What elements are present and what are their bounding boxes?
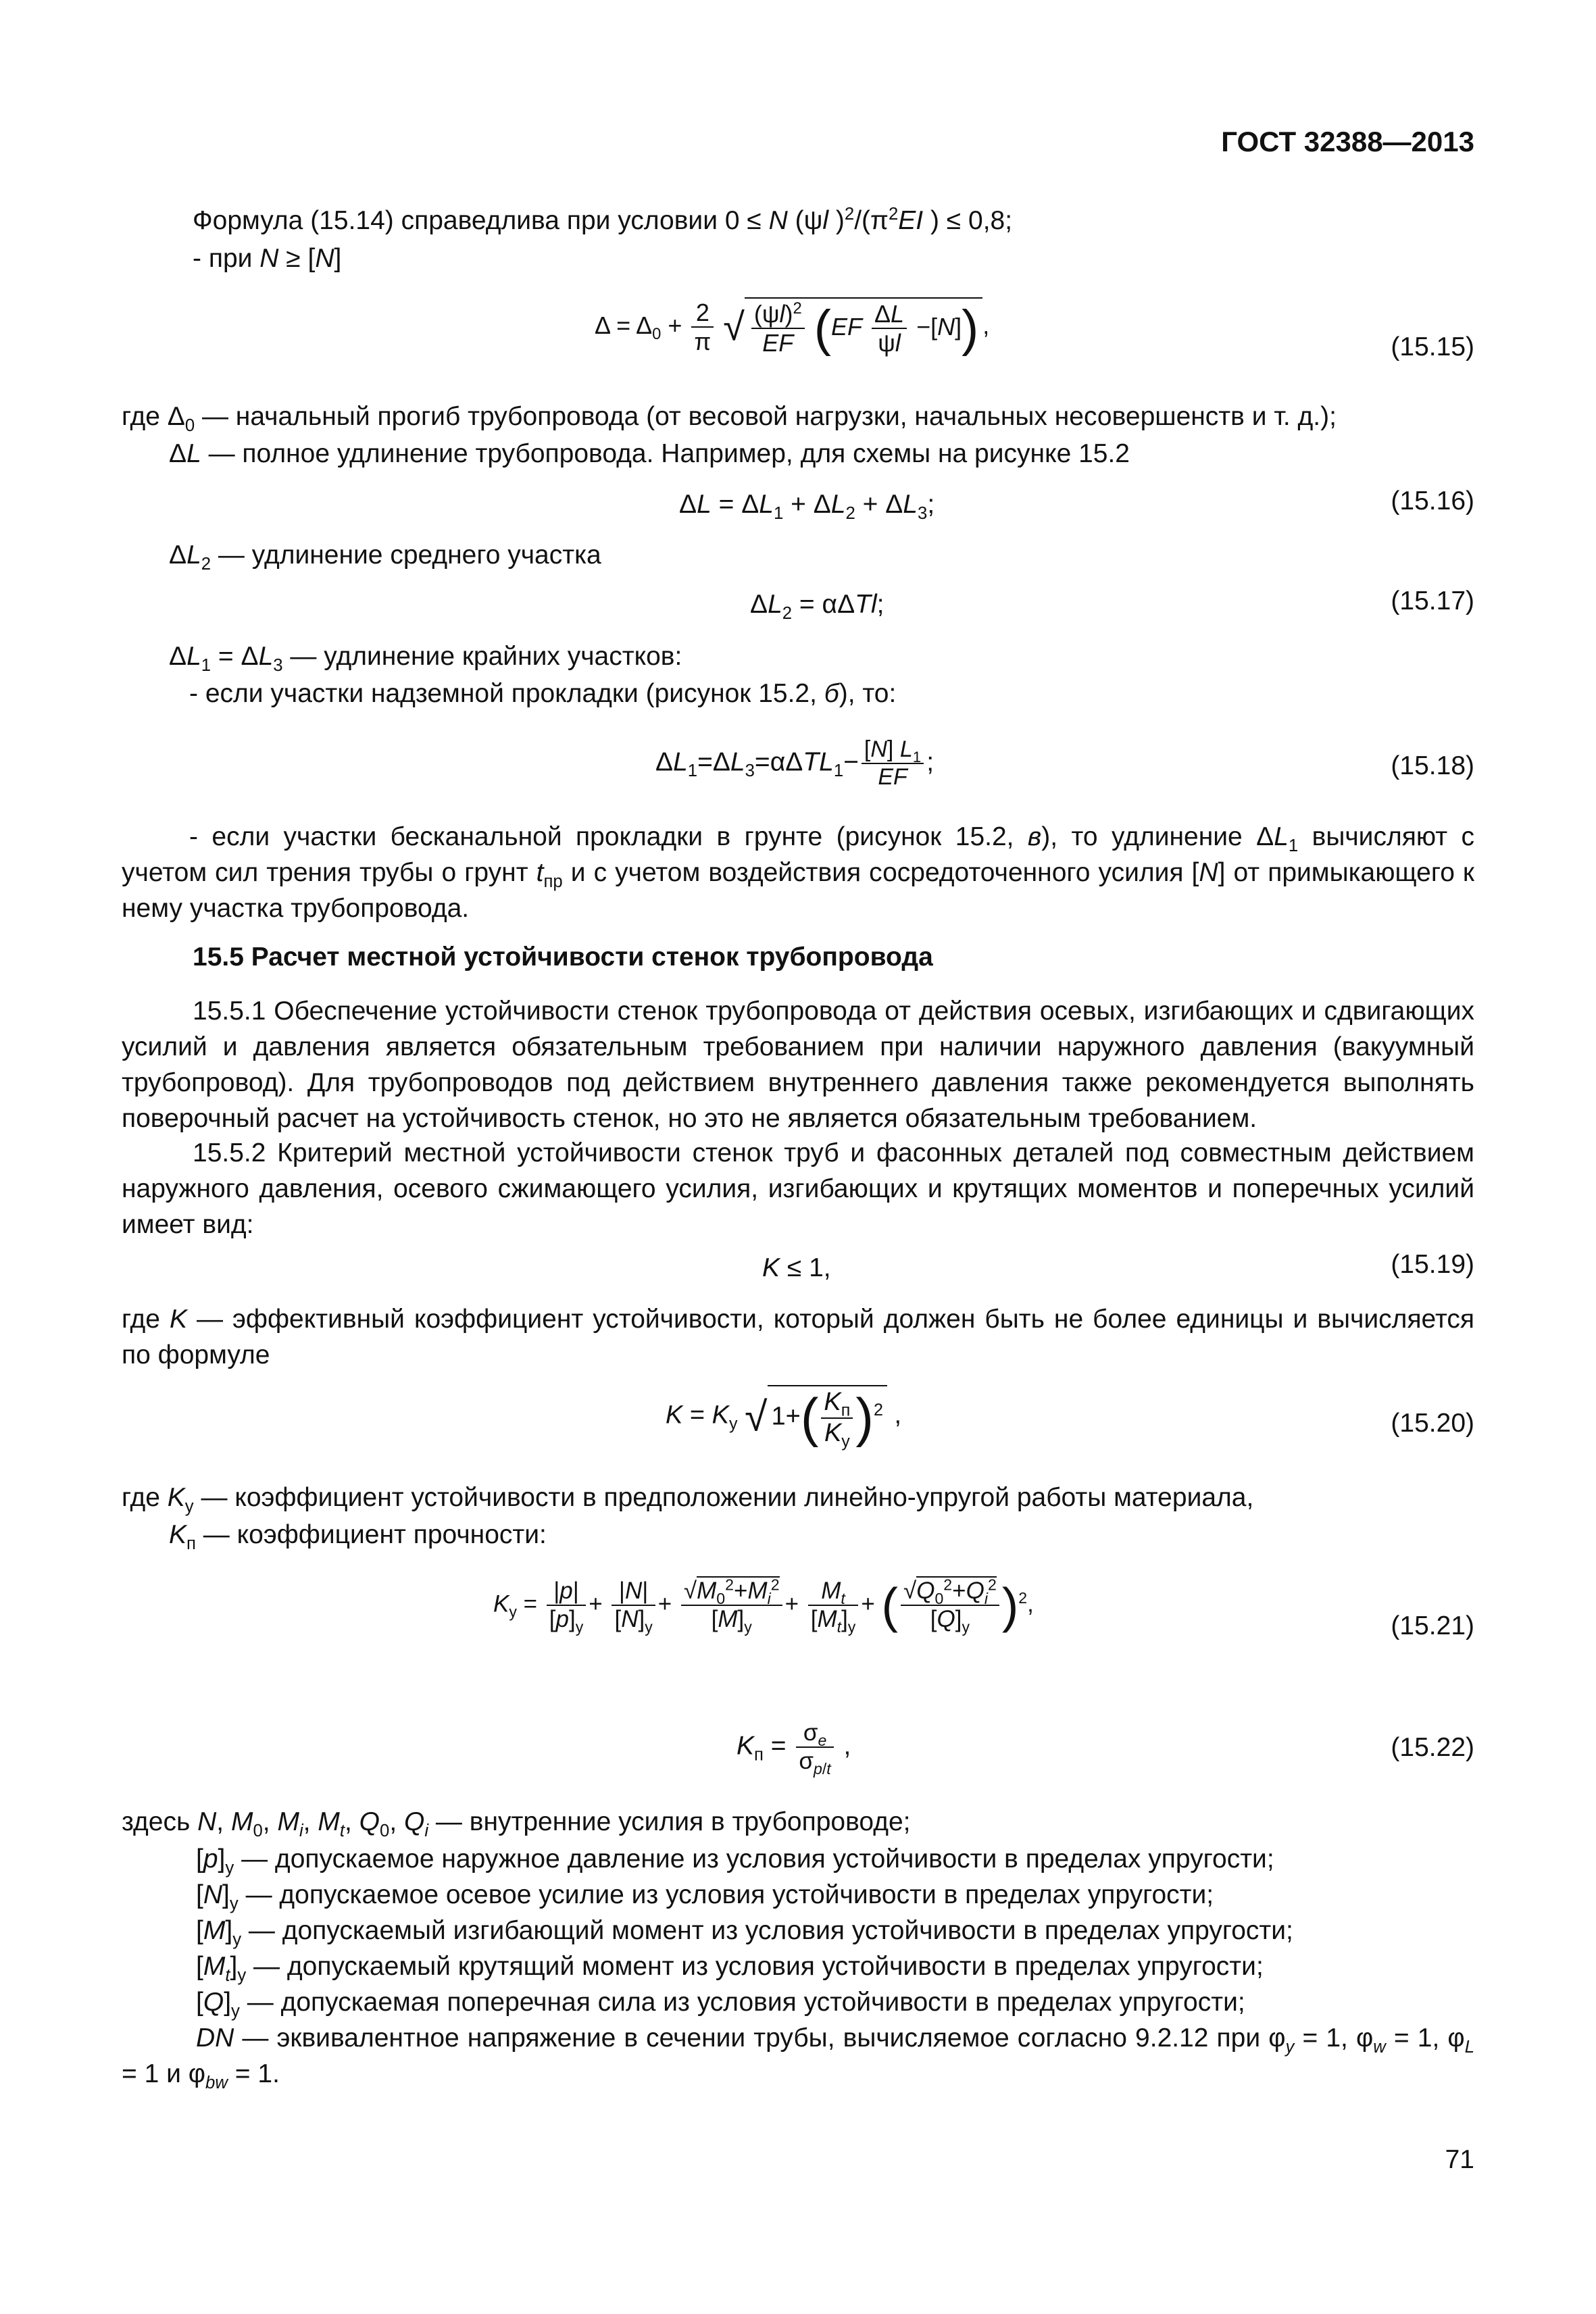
eq-number-15-22: (15.22) (1391, 1733, 1474, 1762)
eq-number-15-16: (15.16) (1391, 486, 1474, 515)
eq-number-15-18: (15.18) (1391, 751, 1474, 780)
formula-15-18: $\Delta L_1=\Delta L_3=\alpha\Delta TL_1-$ $\frac{[N] L_1}{EF}$ ; (655, 736, 934, 790)
def-Ky: где $K_у$ — коэффициент устойчивости в предположении линейно-упругой работы материала, (122, 1483, 1254, 1516)
def-delta0: где $\Delta_0$ — начальный прогиб трубопровода (от весовой нагрузки, начальных несовершенств и т. д.); (122, 402, 1337, 435)
def-DN: DN — эквивалентное напряжение в сечении трубы, вычисляемое согласно 9.2.12 при $\varphi_y = 1$, $\varphi_w = 1$, $\varphi_L = 1$ и $\varphi_{bw} = 1$. (122, 2023, 1474, 2092)
section-title-15-5: 15.5 Расчет местной устойчивости стенок трубопровода (193, 942, 933, 972)
def-deltaL2: $\Delta L_2$ — удлинение среднего участка (169, 540, 601, 574)
eq-number-15-20: (15.20) (1391, 1409, 1474, 1438)
page-number: 71 (1445, 2145, 1474, 2174)
eq-number-15-21: (15.21) (1391, 1611, 1474, 1640)
eq-number-15-19: (15.19) (1391, 1250, 1474, 1279)
formula-15-20: $K = K_у$ √ 1+( $\frac{K_п}{K_у}$ )$^2$ , (666, 1385, 901, 1448)
eq-number-15-17: (15.17) (1391, 586, 1474, 615)
def-Q-y: $[Q]_у$ — допускаемая поперечная сила из условия устойчивости в пределах упругости; (196, 1988, 1245, 2021)
condition-15-14: Формула (15.14) справедлива при условии 0 ≤ N (ψl )$^2/(\pi^2EI$ ) ≤ 0,8; (193, 205, 1013, 235)
def-N-y: $[N]_у$ — допускаемое осевое усилие из условия устойчивости в пределах упругости; (196, 1880, 1214, 1913)
def-Kp: $K_п$ — коэффициент прочности: (169, 1520, 547, 1553)
def-p-y: $[p]_у$ — допускаемое наружное давление из условия устойчивости в пределах упругости; (196, 1844, 1274, 1878)
def-forces: здесь N, $M_0$, $M_i$, $M_t$, $Q_0$, $Q_i$ — внутренние усилия в трубопроводе; (122, 1807, 911, 1840)
formula-15-16: $\Delta L = \Delta L_1 + \Delta L_2 + \Delta L_3$; (679, 490, 935, 523)
standard-header: ГОСТ 32388—2013 (1221, 126, 1474, 157)
case-above-ground: - если участки надземной прокладки (рисунок 15.2, б), то: (189, 679, 897, 708)
paragraph-channelless: - если участки бесканальной прокладки в грунте (рисунок 15.2, в), то удлинение $\Delta L_1$ вычисляют с учетом сил трения трубы о грунт $t_{пр}$ и с учетом воздействия сосредоточенного усилия [N] от примыкающего к нему участка трубопровода. (122, 822, 1474, 923)
formula-15-21: $K_у$ = $\frac{|p|}{[p]_у}$ + $\frac{|N|}{[N]_у}$ + $\frac{√M_0^2+M_i^2}{[M]_у}$ + $\frac{M_t}{[M_t]_у}$ + ( $\frac{√Q_0^2+Q_i^2}{[Q]_у}$ )$^2$, (493, 1576, 1034, 1636)
formula-15-19: K ≤ 1, (762, 1253, 831, 1282)
paragraph-15-5-1: 15.5.1 Обеспечение устойчивости стенок трубопровода от действия осевых, изгибающих и сдвигающих усилий и давления является обязательным требованием при наличии наружного давления (вакуумный трубопровод). Для трубопроводов под действием внутреннего давления также рекомендуется выполнять поверочный расчет на устойчивость стенок, но это не является обязательным требованием. (122, 997, 1474, 1133)
def-M-y: $[M]_у$ — допускаемый изгибающий момент из условия устойчивости в пределах упругости; (196, 1916, 1293, 1949)
def-deltaL: ΔL — полное удлинение трубопровода. Например, для схемы на рисунке 15.2 (169, 439, 1130, 468)
eq-number-15-15: (15.15) (1391, 332, 1474, 361)
case-N-ge: - при N ≥ [N] (193, 244, 342, 273)
def-Mt-y: $[M_t]_у$ — допускаемый крутящий момент из условия устойчивости в пределах упругости; (196, 1952, 1264, 1985)
def-deltaL1: $\Delta L_1 = \Delta L_3$ — удлинение крайних участков: (169, 642, 682, 675)
formula-15-22: $K_п$ = $\frac{\sigma_e}{\sigma_{p/t}}$ , (737, 1719, 851, 1778)
formula-15-17: $\Delta L_2 = \alpha\Delta Tl$; (750, 590, 884, 623)
paragraph-where-K: где K — эффективный коэффициент устойчивости, который должен быть не более единицы и вычисляется по формуле (122, 1305, 1474, 1369)
paragraph-15-5-2: 15.5.2 Критерий местной устойчивости стенок труб и фасонных деталей под совместным действием наружного давления, осевого сжимающего усилия, изгибающих и крутящих моментов и поперечных усилий имеет вид: (122, 1138, 1474, 1239)
formula-15-15: $\Delta = \Delta_0$ + $\frac{2}{\pi}$ √ $\frac{(\psi l)^2}{EF}$ (EF $\frac{\Delta L}{\psi l}$ −[N]) , (595, 299, 990, 357)
